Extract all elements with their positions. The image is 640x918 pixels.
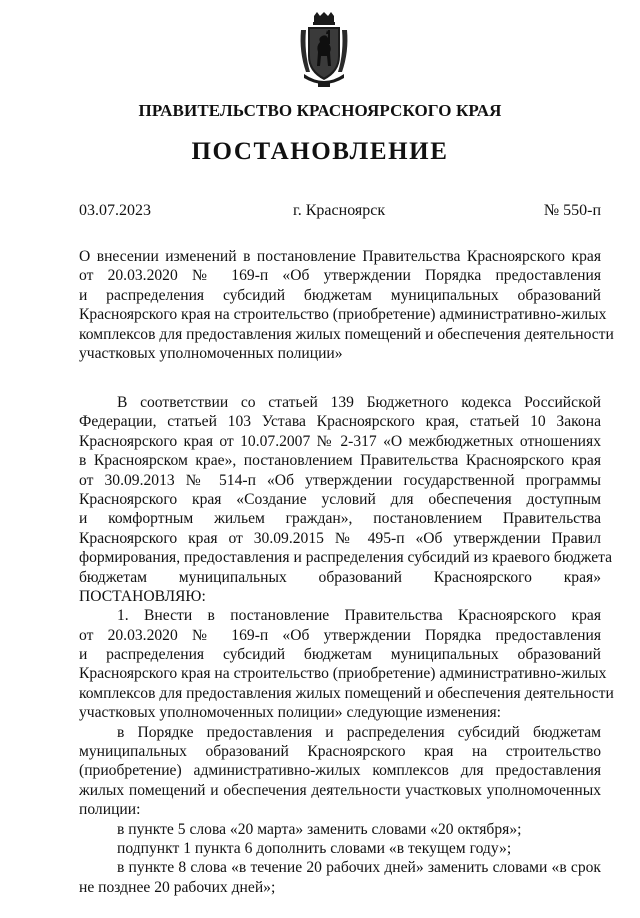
body-line: в пункте 8 слова «в течение 20 рабочих дней» заменить словами «в срок (117, 859, 601, 877)
body-line: участковых уполномоченных полиции» следующие изменения: (79, 704, 501, 722)
document-date: 03.07.2023 (79, 202, 151, 219)
document-subject (79, 247, 614, 363)
subject-line: О внесении изменений в постановление Правительства Красноярского края (79, 248, 601, 265)
document-type-title: ПОСТАНОВЛЕНИЕ (191, 138, 449, 165)
subject-line: участковых уполномоченных полиции» (79, 344, 343, 362)
subject-line: и распределения субсидий бюджетам муниципальных образований (79, 286, 601, 304)
body-line: (приобретение) административно-жилых комплексов для предоставления (79, 762, 601, 780)
body-line: в Порядке предоставления и распределения субсидий бюджетам (117, 723, 601, 741)
body-line: полиции: (79, 801, 141, 819)
organization-title: ПРАВИТЕЛЬСТВО КРАСНОЯРСКОГО КРАЯ (138, 101, 502, 120)
body-line: от 20.03.2020 № 169-п «Об утверждении Порядка предоставления (79, 626, 601, 644)
body-line: и комфортным жильем граждан», постановлением Правительства (79, 510, 601, 528)
body-line: Красноярского края на строительство (приобретение) административно-жилых (79, 665, 607, 683)
body-line: Красноярского края от 10.07.2007 № 2-317 «О межбюджетных отношениях (79, 432, 601, 450)
body-line: в пункте 5 слова «20 марта» заменить словами «20 октября»; (117, 820, 522, 838)
body-line: и распределения субсидий бюджетам муниципальных образований (79, 646, 601, 664)
document-meta-row (79, 202, 601, 224)
body-line: Красноярского края «Создание условий для обеспечения доступным (79, 490, 601, 508)
document-body (79, 393, 614, 897)
body-line: формирования, предоставления и распределения субсидий из краевого бюджета (79, 549, 613, 567)
body-line: в Красноярском крае», постановлением Правительства Красноярского края (79, 452, 601, 470)
body-line: комплексов для предоставления жилых помещений и обеспечения деятельности (79, 684, 614, 702)
krasnoyarsk-coat-of-arms-icon (298, 12, 350, 88)
body-line: бюджетам муниципальных образований Красноярского края» (79, 568, 601, 586)
body-line: Красноярского края от 30.09.2015 № 495-п «Об утверждении Правил (79, 529, 601, 547)
body-line: Федерации, статьей 103 Устава Красноярского края, статьей 10 Закона (79, 413, 601, 431)
subject-line: комплексов для предоставления жилых помещений и обеспечения деятельности (79, 325, 614, 343)
body-line: жилых помещений и обеспечения деятельности участковых уполномоченных (79, 781, 601, 799)
body-line-resolution: ПОСТАНОВЛЯЮ: (79, 587, 206, 605)
document-city: г. Красноярск (293, 202, 386, 219)
body-line: В соответствии со статьей 139 Бюджетного кодекса Российской (117, 394, 601, 411)
body-line: подпункт 1 пункта 6 дополнить словами «в текущем году»; (117, 839, 512, 857)
document-number: № 550-п (543, 202, 601, 219)
subject-line: Красноярского края на строительство (приобретение) административно-жилых (79, 306, 607, 324)
body-line: 1. Внести в постановление Правительства Красноярского края (117, 607, 601, 625)
body-line: муниципальных образований Красноярского края на строительство (79, 743, 601, 761)
body-line: от 30.09.2013 № 514-п «Об утверждении государственной программы (79, 471, 601, 489)
subject-line: от 20.03.2020 № 169-п «Об утверждении Порядка предоставления (79, 267, 601, 285)
body-line: не позднее 20 рабочих дней»; (79, 878, 276, 896)
